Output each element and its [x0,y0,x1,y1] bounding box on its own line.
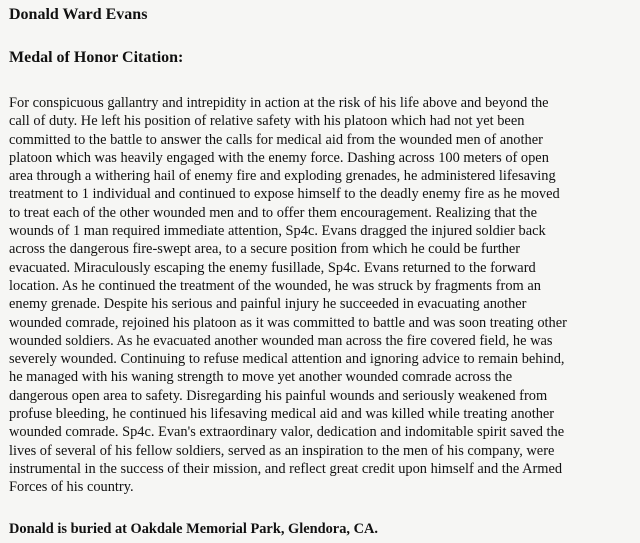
citation-line: call of duty. He left his position of relative safety with his platoon which had not yet been [9,113,525,130]
citation-line: committed to the battle to answer the calls for medical aid from the wounded men of another [9,131,543,148]
citation-line: platoon which was heavily engaged with the enemy force. Dashing across 100 meters of open [9,149,549,166]
citation-line: treatment to 1 individual and continued to expose himself to the deadly enemy fire as he moved [9,186,560,203]
citation-line: to treat each of the other wounded men and to offer them encouragement. Realizing that the [9,204,537,221]
citation-line: For conspicuous gallantry and intrepidity in action at the risk of his life above and beyond the [9,95,549,111]
citation-line: across the dangerous fire-swept area, to a secure position from which he could be further [9,241,521,258]
citation-line: wounds of 1 man required immediate attention, Sp4c. Evans dragged the injured soldier back [9,223,546,240]
citation-line: wounded soldiers. As he evacuated another wounded man across the fire covered field, he was [9,332,553,349]
burial-note: Donald is buried at Oakdale Memorial Park, Glendora, CA. [9,521,378,537]
citation-line: Forces of his country. [9,479,134,496]
citation-line: location. As he continued the treatment of the wounded, he was struck by fragments from an [9,277,541,294]
citation-line: evacuated. Miraculously escaping the enemy fusillade, Sp4c. Evans returned to the forward [9,259,536,276]
citation-line: wounded comrade. Sp4c. Evan's extraordinary valor, dedication and indomitable spirit saved the [9,424,565,441]
citation-line: instrumental in the success of their mission, and reflect great credit upon himself and the Armed [9,460,563,477]
citation-line: profuse bleeding, he continued his lifesaving medical aid and was killed while treating another [9,406,555,423]
citation-text [9,94,637,497]
citation-line: severely wounded. Continuing to refuse medical attention and ignoring advice to remain behind, [9,351,565,368]
citation-line: area through a withering hail of enemy fire and exploding grenades, he administered lifesaving [9,168,556,185]
citation-line: wounded comrade, rejoined his platoon as it was committed to battle and was soon treating other [9,314,567,331]
citation-line: he managed with his waning strength to move yet another wounded comrade across the [9,369,513,386]
citation-heading: Medal of Honor Citation: [9,49,184,66]
recipient-name: Donald Ward Evans [9,6,148,23]
citation-line: lives of several of his fellow soldiers, served as an inspiration to the men of his company, were [9,442,555,459]
citation-line: enemy grenade. Despite his serious and painful injury he succeeded in evacuating another [9,296,527,313]
citation-line: dangerous open area to safety. Disregarding his painful wounds and seriously weakened from [9,387,548,404]
